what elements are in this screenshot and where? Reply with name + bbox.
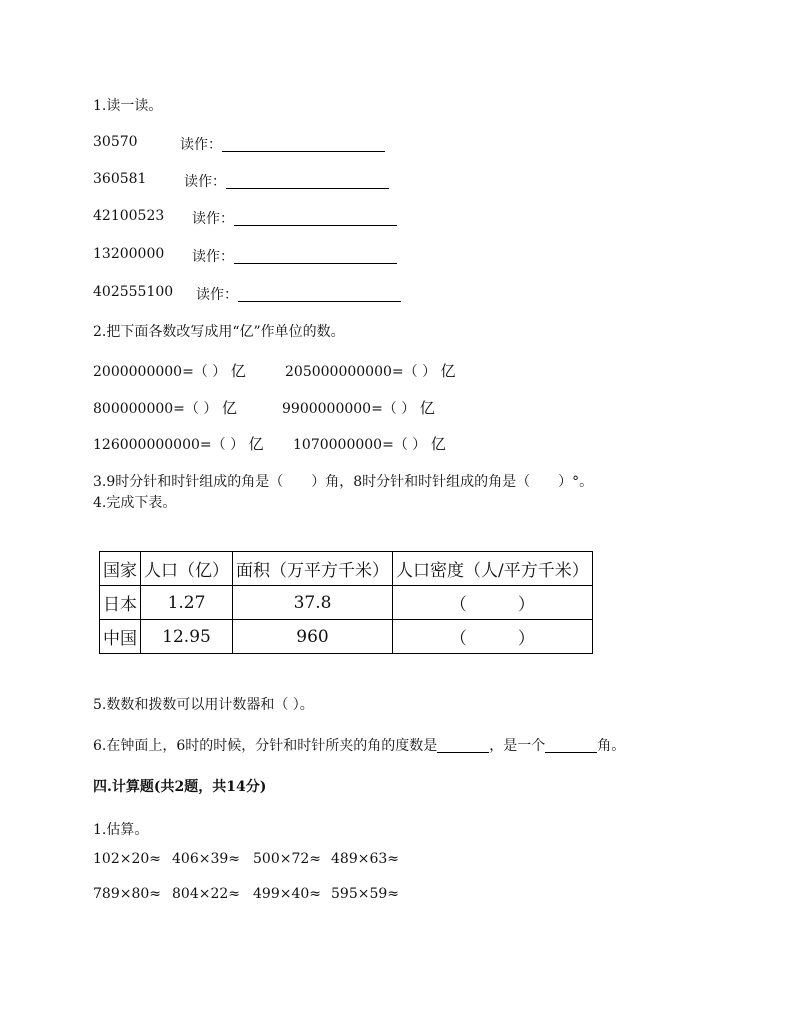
read-label: 读作： (184, 174, 226, 190)
q2-expression: 126000000000=（ ） (93, 437, 245, 453)
table-row (100, 586, 593, 620)
table-header-cell: 国家 (100, 552, 141, 586)
q1-number-4: 13200000 (93, 246, 165, 262)
table-header-row (100, 552, 593, 586)
q6-line (93, 735, 625, 755)
estimate-item: 804×22≈ (172, 886, 240, 902)
q1-read-row-2 (184, 171, 389, 191)
table-header-cell: 人口（亿） (141, 552, 233, 586)
q1-number-5: 402555100 (93, 284, 174, 300)
q2-expression: 9900000000=（ ） (282, 401, 416, 417)
estimate-item: 499×40≈ (253, 886, 321, 902)
q1-number-3: 42100523 (93, 208, 165, 224)
q1-read-row-1 (180, 134, 385, 154)
q1-read-row-4 (192, 246, 397, 266)
q2-expression: 1070000000=（ ） (293, 437, 427, 453)
q2-expression: 800000000=（ ） (93, 401, 218, 417)
table-cell: 中国 (100, 620, 141, 654)
read-label: 读作： (192, 249, 234, 265)
section-heading: 四.计算题(共2题，共14分) (93, 779, 267, 795)
table-cell: 960 (233, 620, 393, 654)
population-table (99, 551, 593, 654)
q1-read-row-5 (196, 284, 401, 304)
q2-unit: 亿 (230, 362, 246, 380)
answer-blank[interactable] (545, 738, 597, 753)
estimate-item: 406×39≈ (172, 851, 240, 867)
read-label: 读作： (192, 211, 234, 227)
answer-cell[interactable]: （ ） (393, 620, 593, 654)
q2-item-5 (93, 433, 264, 454)
q4-title: 4.完成下表。 (93, 495, 177, 511)
table-header-cell: 人口密度（人/平方千米） (393, 552, 593, 586)
table-header-cell: 面积（万平方千米） (233, 552, 393, 586)
q2-expression: 2000000000=（ ） (93, 364, 227, 380)
q2-item-4 (282, 397, 435, 418)
q2-unit: 亿 (430, 435, 446, 453)
answer-blank[interactable] (234, 211, 397, 226)
q2-title: 2.把下面各数改写成用“亿”作单位的数。 (93, 324, 345, 340)
estimate-item: 595×59≈ (331, 886, 399, 902)
estimate-item: 102×20≈ (93, 851, 161, 867)
estimate-item: 489×63≈ (331, 851, 399, 867)
q2-expression: 205000000000=（ ） (285, 364, 437, 380)
table-row (100, 620, 593, 654)
q1-title: 1.读一读。 (93, 98, 163, 114)
q2-item-1 (93, 360, 246, 381)
q2-item-2 (285, 360, 456, 381)
answer-blank[interactable] (222, 137, 385, 152)
read-label: 读作： (180, 137, 222, 153)
q2-item-6 (293, 433, 446, 454)
answer-blank[interactable] (437, 738, 489, 753)
q3-text: 3.9时分针和时针组成的角是（ ）角，8时分针和时针组成的角是（ ）°。 (93, 474, 594, 490)
estimate-item: 789×80≈ (93, 886, 161, 902)
q1-number-1: 30570 (93, 134, 138, 150)
answer-blank[interactable] (226, 174, 389, 189)
q2-unit: 亿 (248, 435, 264, 453)
q6-part2: ，是一个 (489, 738, 546, 754)
q5-text: 5.数数和拨数可以用计数器和（ ）。 (93, 697, 314, 713)
q2-item-3 (93, 397, 237, 418)
table-cell: 日本 (100, 586, 141, 620)
q2-unit: 亿 (221, 399, 237, 417)
table-cell: 1.27 (141, 586, 233, 620)
table-cell: 12.95 (141, 620, 233, 654)
read-label: 读作： (196, 287, 238, 303)
q1-read-row-3 (192, 208, 397, 228)
q2-unit: 亿 (419, 399, 435, 417)
answer-cell[interactable]: （ ） (393, 586, 593, 620)
estimate-item: 500×72≈ (253, 851, 321, 867)
q6-part1: 6.在钟面上，6时的时候，分针和时针所夹的角的度数是 (93, 738, 438, 754)
q2-unit: 亿 (440, 362, 456, 380)
q6-part3: 角。 (597, 738, 626, 754)
answer-blank[interactable] (238, 287, 401, 302)
table-cell: 37.8 (233, 586, 393, 620)
calc1-title: 1.估算。 (93, 822, 149, 838)
answer-blank[interactable] (234, 249, 397, 264)
q1-number-2: 360581 (93, 171, 147, 187)
